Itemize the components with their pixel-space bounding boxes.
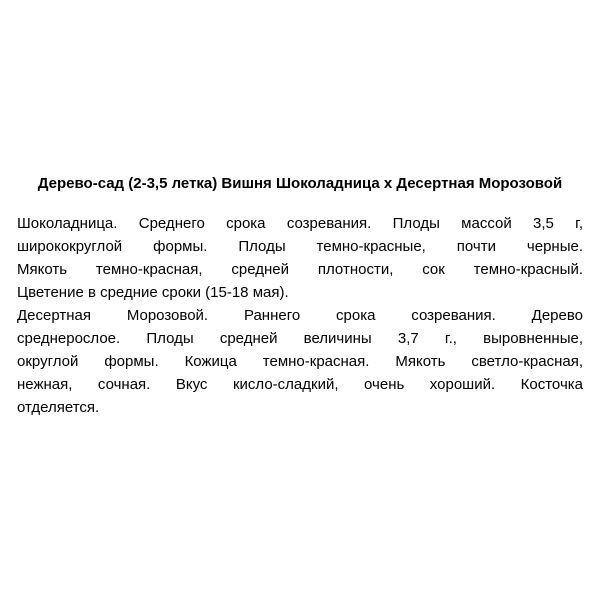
text-line: Мякоть темно-красная, средней плотности, сок темно-красный.	[17, 261, 583, 278]
text-line: отделяется.	[17, 399, 100, 416]
paragraph-desertnaya-morozovoy	[17, 304, 583, 419]
text-line: Шоколадница. Среднего срока созревания. Плоды массой 3,5 г,	[17, 215, 583, 232]
text-line: среднерослое. Плоды средней величины 3,7 г., выровненные,	[17, 330, 583, 347]
text-line: Десертная Морозовой. Раннего срока созревания. Дерево	[17, 307, 583, 324]
product-description	[17, 174, 583, 419]
text-line: ширококруглой формы. Плоды темно-красные, почти черные.	[17, 238, 583, 255]
text-line: округлой формы. Кожица темно-красная. Мякоть светло-красная,	[17, 353, 583, 370]
paragraph-shokoladnitsa	[17, 212, 583, 304]
product-title: Дерево-сад (2-3,5 летка) Вишня Шоколадница х Десертная Морозовой	[37, 175, 563, 192]
text-line: нежная, сочная. Вкус кисло-сладкий, очень хороший. Косточка	[17, 376, 583, 393]
text-line: Цветение в средние сроки (15-18 мая).	[17, 284, 289, 301]
